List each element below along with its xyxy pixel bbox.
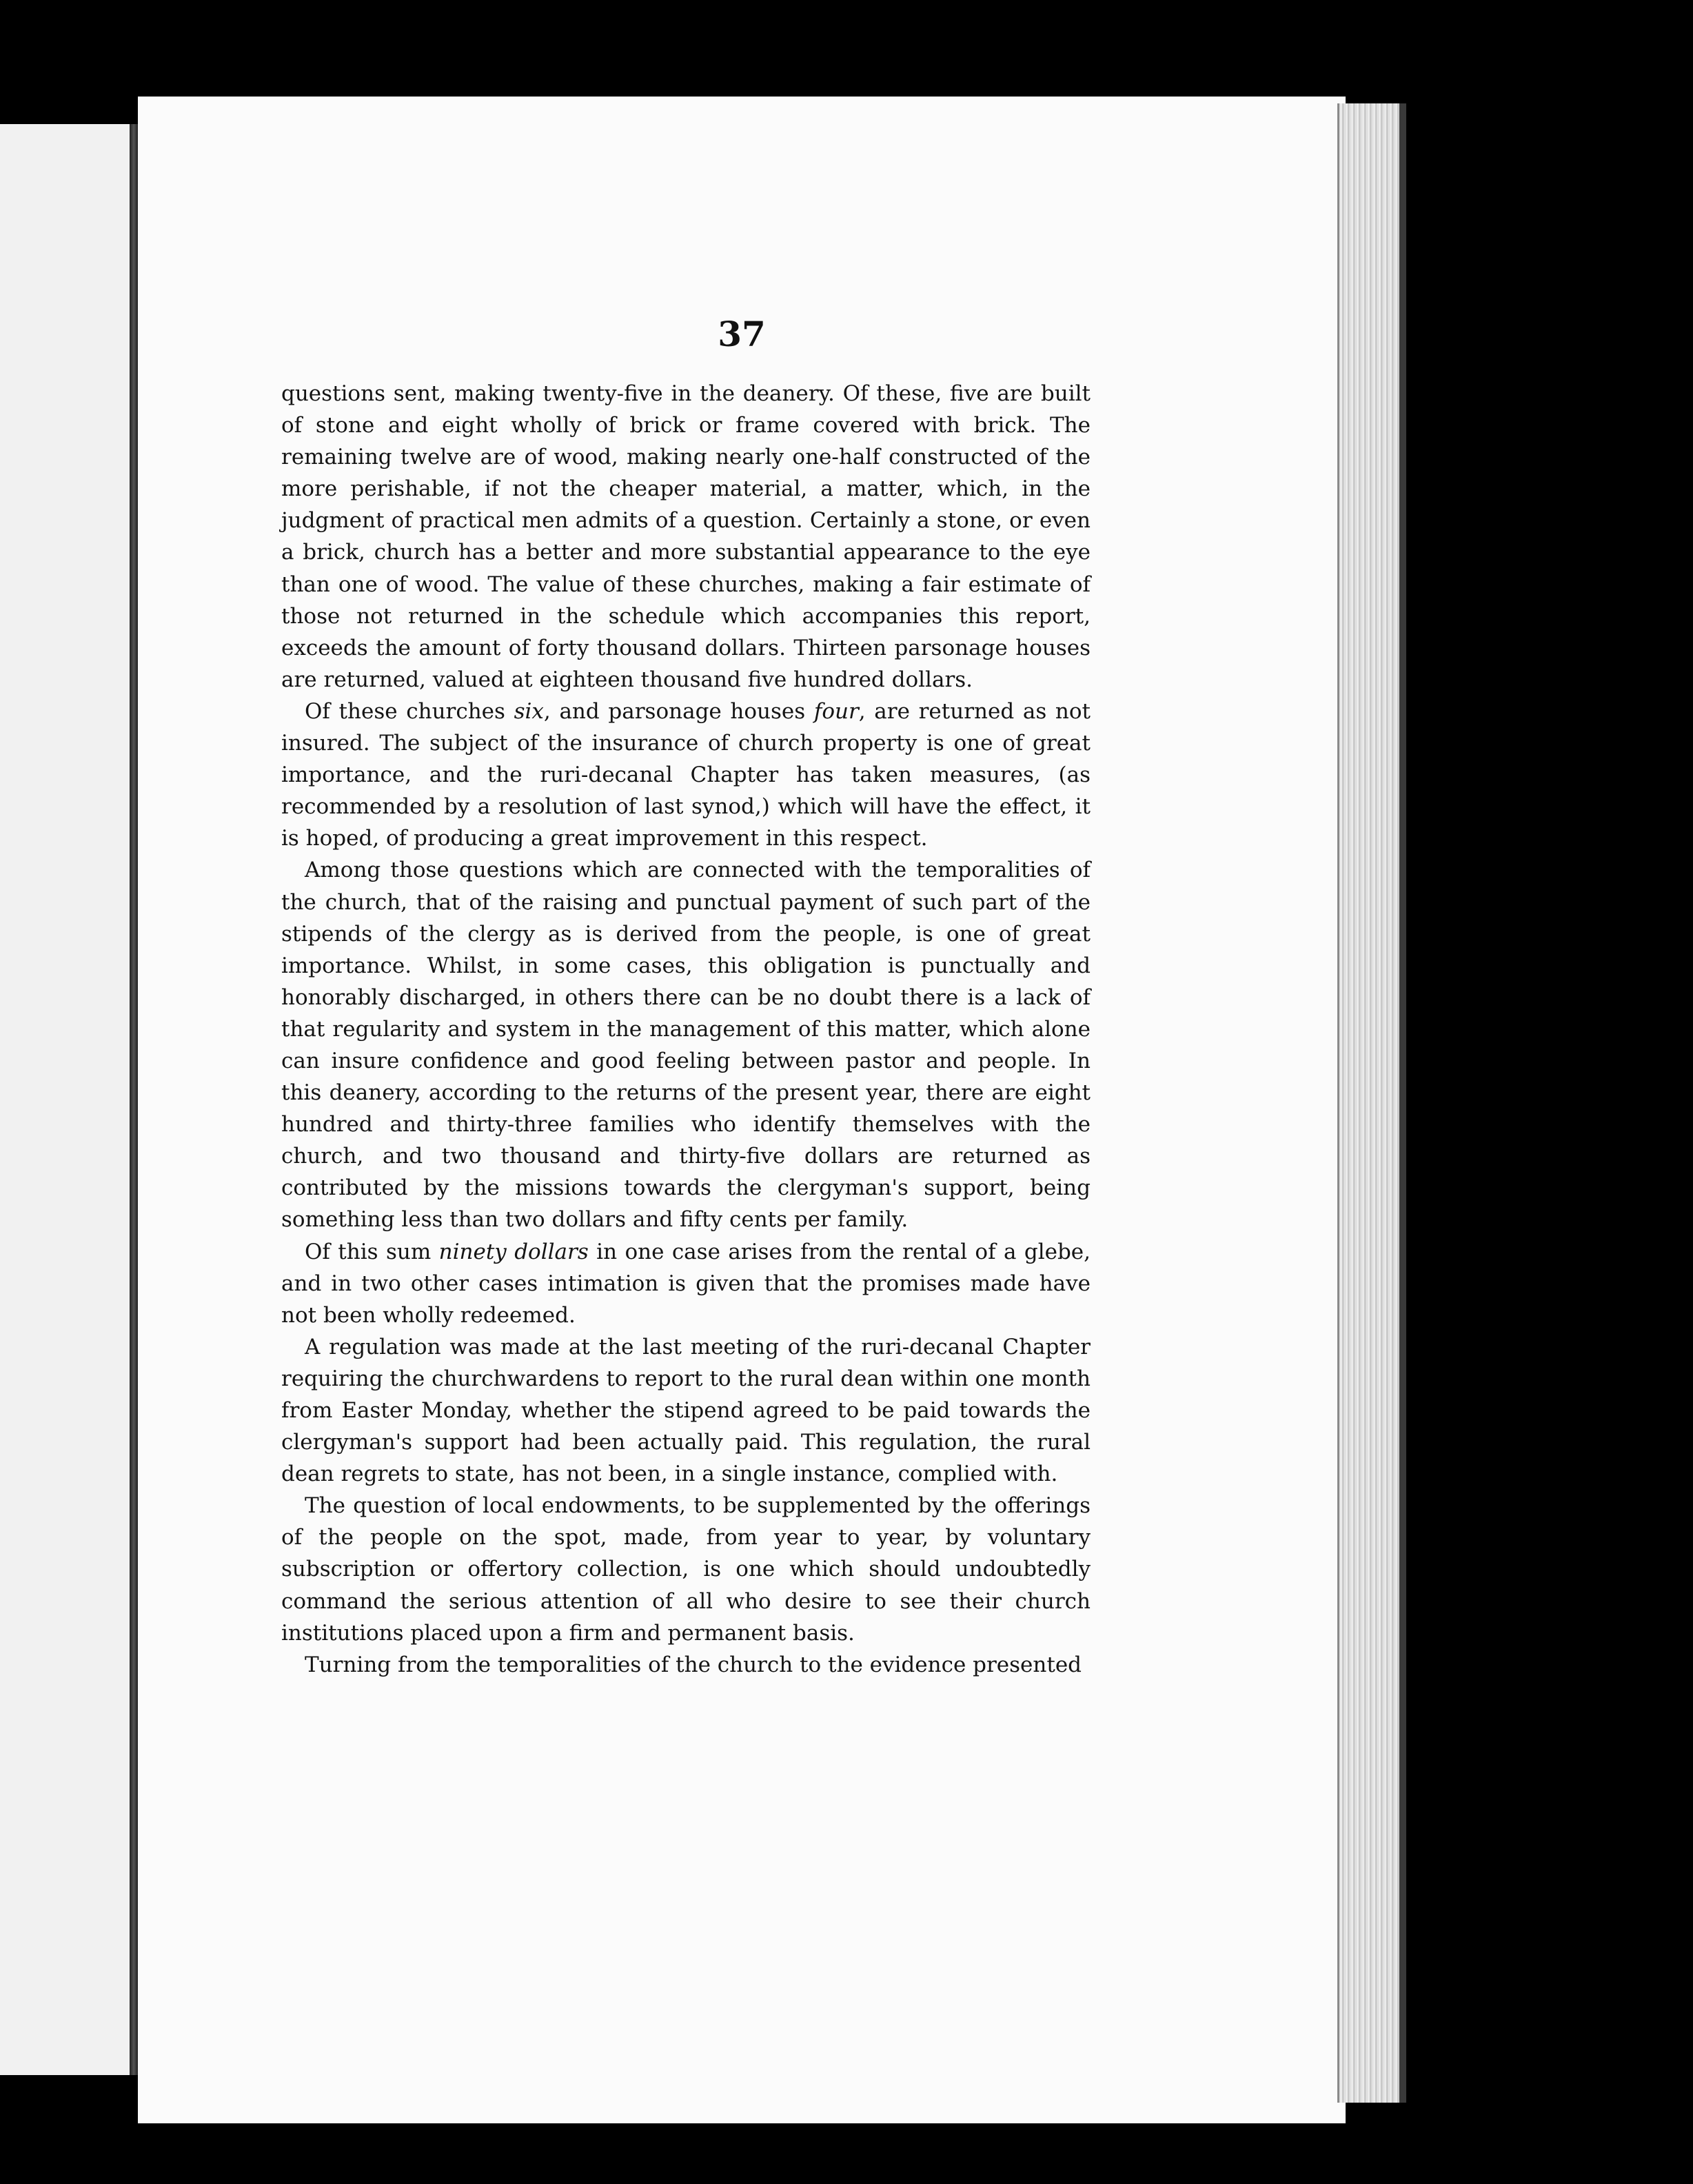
italic-text: four [813,698,859,724]
paragraph-text: The question of local endowments, to be supplemented by the offerings of the people on the spot, made, from year to year, by voluntary subscription or offertory collection, is one which should undoubtedly command the serious attention of all who desire to see their church institutions placed upon a firm and permanent basis. [281,1493,1091,1646]
paragraph-text: , are returned as not insured. The subject of the insurance of church property is one of great importance, and the ruri-decanal Chapter has taken measures, (as recommended by a resolution of last synod,) which will have the effect, it is hoped, of producing a great improvement in this respect. [281,698,1091,851]
paragraph-text: in one case arises from the rental of a glebe, and in two other cases intimation is given that the promises made have not been wholly redeemed. [281,1239,1091,1328]
book-gutter [130,124,138,2075]
paragraph-text: A regulation was made at the last meeting of the ruri-decanal Chapter requiring the churchwardens to report to the rural dean within one month from Easter Monday, whether the stipend agreed to be paid towards the clergyman's support had been actually paid. This regulation, the rural dean regrets to state, has not been, in a single instance, complied with. [281,1334,1091,1487]
paragraph [281,1490,1091,1648]
page-stack-shadow [1399,103,1406,2103]
paragraph [281,1236,1091,1331]
paragraph-text: questions sent, making twenty-five in the deanery. Of these, five are built of stone and eight wholly of brick or frame covered with brick. The remaining twelve are of wood, making nearly one-half constructed of the more perishable, if not the cheaper material, a matter, which, in the judgment of practical men admits of a question. Certainly a stone, or even a brick, church has a better and more substantial appearance to the eye than one of wood. The value of these churches, making a fair estimate of those not returned in the schedule which accompanies this report, exceeds the amount of forty thousand dollars. Thirteen parsonage houses are returned, valued at eighteen thousand five hundred dollars. [281,381,1091,692]
paragraph [281,696,1091,854]
paragraph [281,1649,1091,1681]
italic-text: ninety dollars [438,1239,589,1264]
paragraph-text: Of this sum [305,1239,439,1264]
body-text [281,378,1091,1681]
paragraph [281,1331,1091,1490]
previous-page-edge [0,124,135,2075]
paragraph-text: Of these churches [305,698,514,724]
paragraph-text: Turning from the temporalities of the church to the evidence presented [305,1652,1082,1677]
paragraph [281,378,1091,696]
italic-text: six [514,698,544,724]
paragraph-text: Among those questions which are connected with the temporalities of the church, that of the raising and punctual payment of such part of the stipends of the clergy as is derived from the people, is one of great importance. Whilst, in some cases, this obligation is punctually and honorably discharged, in others there can be no doubt there is a lack of that regularity and system in the management of this matter, which alone can insure confidence and good feeling between pastor and people. In this deanery, according to the returns of the present year, there are eight hundred and thirty-three families who identify themselves with the church, and two thousand and thirty-five dollars are returned as contributed by the missions towards the clergyman's support, being something less than two dollars and fifty cents per family. [281,858,1091,1233]
paragraph [281,854,1091,1235]
paragraph-text: , and parsonage houses [543,698,814,724]
page-stack-edges [1337,103,1401,2103]
page-number: 37 [718,314,766,354]
